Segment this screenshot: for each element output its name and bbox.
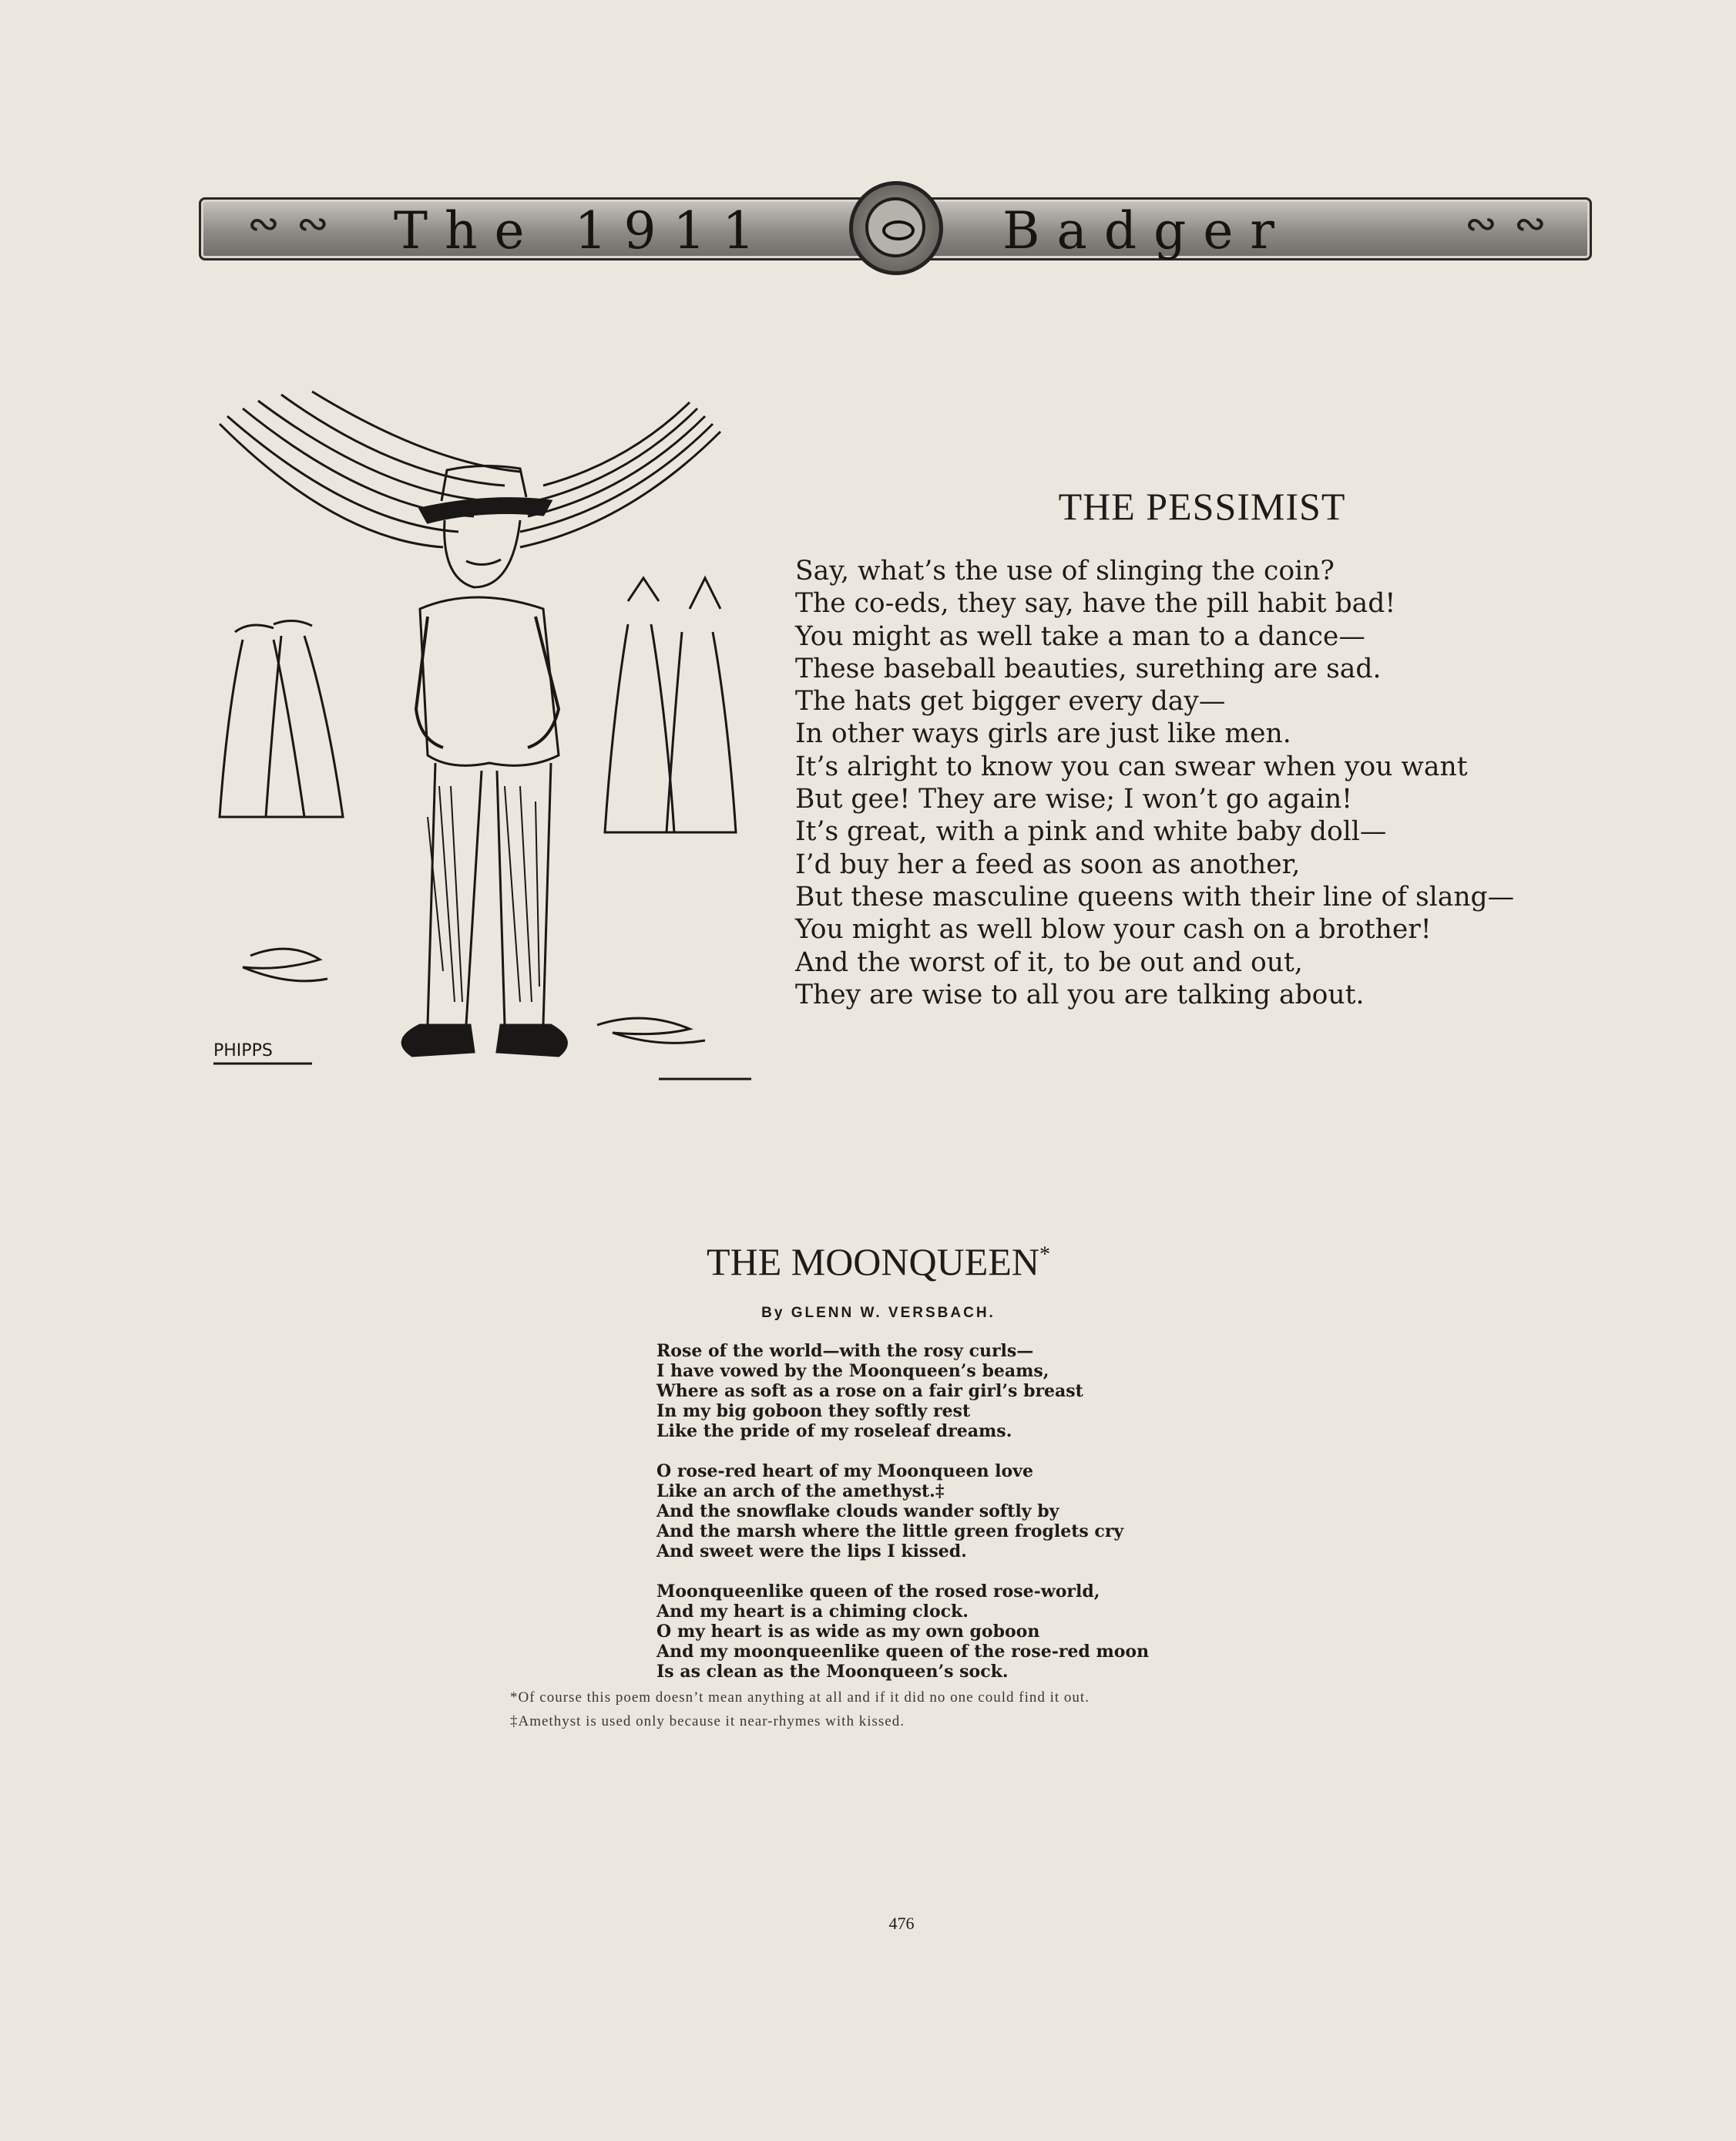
poem-line: These baseball beauties, surething are sad. — [795, 653, 1382, 684]
poem-line: Moonqueenlike queen of the rosed rose-world, — [656, 1581, 1100, 1602]
poem-line: The co-eds, they say, have the pill habit bad! — [795, 588, 1396, 620]
stanza — [656, 1341, 1427, 1441]
poem-line: It’s great, with a pink and white baby doll— — [795, 816, 1387, 848]
poem-line: And sweet were the lips I kissed. — [656, 1541, 967, 1561]
poem-line: And my moonqueenlike queen of the rose-red moon — [656, 1642, 1150, 1662]
poem-line: The hats get bigger every day— — [795, 686, 1226, 718]
poem-line: They are wise to all you are talking about. — [795, 979, 1365, 1010]
poem-line: I have vowed by the Moonqueen’s beams, — [656, 1361, 1049, 1381]
poem-line: And the worst of it, to be out and out, — [795, 946, 1303, 978]
poem-line: In my big goboon they softly rest — [656, 1401, 971, 1421]
footnote: *Of course this poem doesn’t mean anything at all and if it did no one could find it out. — [510, 1689, 1090, 1706]
university-seal-icon — [849, 181, 943, 275]
moonqueen-byline: By GLENN W. VERSBACH. — [761, 1305, 996, 1321]
pessimist-poem — [795, 555, 1720, 1011]
right-flourish-icon: ∾∾ — [1465, 201, 1563, 246]
moonqueen-title: THE MOONQUEEN* — [707, 1240, 1050, 1283]
poem-line: You might as well blow your cash on a brother! — [795, 914, 1432, 946]
poem-line: You might as well take a man to a dance— — [795, 620, 1365, 652]
pessimist-title: THE PESSIMIST — [1058, 485, 1346, 528]
poem-line: Rose of the world—with the rosy curls— — [656, 1341, 1034, 1361]
poem-line: Where as soft as a rose on a fair girl’s breast — [656, 1381, 1083, 1401]
footnote-mark: * — [1039, 1242, 1050, 1267]
stanza — [656, 1581, 1427, 1682]
poem-line: Say, what’s the use of slinging the coin? — [795, 556, 1335, 587]
moonqueen-poem — [656, 1341, 1427, 1702]
banner-title-right: Badger — [1002, 201, 1291, 260]
poem-line: But these masculine queens with their line of slang— — [795, 881, 1515, 913]
left-flourish-icon: ∾∾ — [247, 201, 346, 246]
footnote: ‡Amethyst is used only because it near-rhymes with kissed. — [510, 1713, 905, 1729]
poem-line: It’s alright to know you can swear when you want — [795, 751, 1468, 782]
footnotes — [510, 1686, 1358, 1733]
poem-line: But gee! They are wise; I won’t go again! — [795, 784, 1353, 815]
poem-line: And the marsh where the little green froglets cry — [656, 1521, 1124, 1541]
page-number: 476 — [888, 1914, 915, 1933]
pessimist-illustration — [196, 385, 767, 1102]
poem-line: I’d buy her a feed as soon as another, — [795, 849, 1301, 880]
poem-line: O my heart is as wide as my own goboon — [656, 1622, 1040, 1642]
poem-line: Like an arch of the amethyst.‡ — [656, 1481, 945, 1501]
poem-line: In other ways girls are just like men. — [795, 718, 1291, 750]
banner-title-left: The 1911 — [394, 201, 772, 260]
poem-line: And my heart is a chiming clock. — [656, 1602, 969, 1622]
poem-line: O rose-red heart of my Moonqueen love — [656, 1461, 1033, 1481]
stanza — [656, 1461, 1427, 1561]
artist-signature: PHIPPS — [213, 1041, 273, 1060]
poem-line: Like the pride of my roseleaf dreams. — [656, 1421, 1012, 1441]
poem-line: And the snowflake clouds wander softly by — [656, 1501, 1059, 1521]
poem-line: Is as clean as the Moonqueen’s sock. — [656, 1662, 1009, 1682]
